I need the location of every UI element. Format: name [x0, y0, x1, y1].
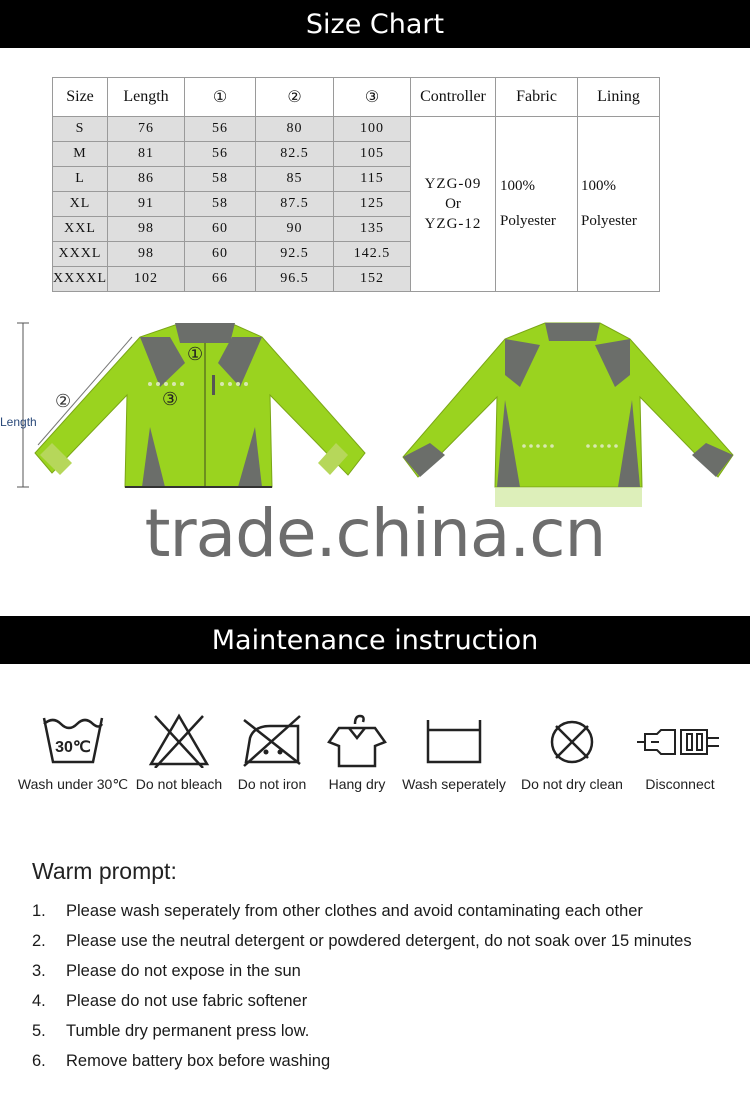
cell-length: 76 — [108, 117, 185, 142]
list-item-number: 1. — [32, 902, 46, 920]
hang-dry-icon — [325, 712, 389, 768]
care-label: Hang dry — [328, 776, 386, 792]
list-item — [32, 896, 692, 926]
controller-cell — [411, 117, 496, 292]
cell-m1: 66 — [185, 267, 256, 292]
warm-prompt-list — [32, 896, 692, 1076]
marker-2: ② — [55, 391, 72, 411]
cell-size: XXXL — [53, 242, 108, 267]
cell-length: 98 — [108, 217, 185, 242]
fabric-cell — [496, 117, 578, 292]
header-fabric: Fabric — [496, 78, 578, 117]
cell-m3: 125 — [334, 192, 411, 217]
list-item-number: 3. — [32, 962, 46, 980]
cell-m1: 58 — [185, 192, 256, 217]
fabric-line-2: Polyester — [500, 213, 556, 229]
list-item-text: Please do not use fabric softener — [66, 992, 308, 1010]
wash-30-icon — [41, 712, 105, 768]
list-item-number: 4. — [32, 992, 46, 1010]
list-item-text: Please use the neutral detergent or powdered detergent, do not soak over 15 minutes — [66, 932, 692, 950]
cell-m2: 96.5 — [256, 267, 334, 292]
list-item — [32, 1046, 692, 1076]
lining-line-1: 100% — [581, 178, 616, 194]
cell-length: 91 — [108, 192, 185, 217]
header-lining: Lining — [578, 78, 660, 117]
cell-size: XXXXL — [53, 267, 108, 292]
warm-prompt-title: Warm prompt: — [32, 858, 177, 884]
cell-length: 81 — [108, 142, 185, 167]
list-item-text: Please wash seperately from other clothes and avoid contaminating each other — [66, 902, 643, 920]
cell-m1: 60 — [185, 242, 256, 267]
marker-1: ① — [187, 344, 204, 364]
lining-cell — [578, 117, 660, 292]
cell-m2: 85 — [256, 167, 334, 192]
care-item-disconnect — [632, 712, 728, 792]
cell-size: L — [53, 167, 108, 192]
fabric-line-1: 100% — [500, 178, 535, 194]
watermark: trade.china.cn — [144, 495, 606, 572]
size-table-header — [53, 78, 660, 117]
size-table — [52, 77, 660, 292]
care-label: Do not iron — [237, 776, 307, 792]
list-item-text: Remove battery box before washing — [66, 1052, 331, 1070]
header-measure-3: ③ — [334, 78, 411, 117]
cell-length: 98 — [108, 242, 185, 267]
cell-m1: 56 — [185, 117, 256, 142]
cell-m2: 92.5 — [256, 242, 334, 267]
table-row — [53, 117, 660, 142]
lining-line-2: Polyester — [581, 213, 637, 229]
cell-m2: 80 — [256, 117, 334, 142]
cell-length: 86 — [108, 167, 185, 192]
care-item-no-dry-clean — [512, 712, 632, 792]
cell-m1: 58 — [185, 167, 256, 192]
cell-m3: 105 — [334, 142, 411, 167]
cell-m2: 82.5 — [256, 142, 334, 167]
no-iron-icon — [240, 712, 304, 768]
disconnect-icon — [635, 712, 725, 768]
care-item-no-bleach — [128, 712, 230, 792]
list-item-number: 6. — [32, 1052, 46, 1070]
header-measure-2: ② — [256, 78, 334, 117]
list-item — [32, 986, 692, 1016]
header-size: Size — [53, 78, 108, 117]
list-item — [32, 956, 692, 986]
list-item-text: Please do not expose in the sun — [66, 962, 301, 980]
list-item-text: Tumble dry permanent press low. — [66, 1022, 310, 1040]
cell-m3: 100 — [334, 117, 411, 142]
cell-m2: 90 — [256, 217, 334, 242]
cell-m3: 142.5 — [334, 242, 411, 267]
maintenance-banner — [0, 616, 750, 664]
marker-3: ③ — [162, 389, 179, 409]
cell-m3: 135 — [334, 217, 411, 242]
header-controller: Controller — [411, 78, 496, 117]
size-chart-banner — [0, 0, 750, 48]
care-item-no-iron — [226, 712, 318, 792]
care-label: Do not dry clean — [521, 776, 623, 792]
list-item — [32, 926, 692, 956]
care-icons-row — [0, 712, 750, 812]
wash-separately-icon — [422, 712, 486, 768]
cell-m3: 152 — [334, 267, 411, 292]
cell-length: 102 — [108, 267, 185, 292]
controller-line-1: YZG-09 — [424, 175, 482, 192]
care-label: Disconnect — [645, 776, 715, 792]
length-dimension — [17, 323, 29, 487]
cell-size: XXL — [53, 217, 108, 242]
list-item-number: 2. — [32, 932, 46, 950]
wash-30-icon-text: 30℃ — [55, 739, 91, 756]
care-label: Wash under 30℃ — [17, 776, 129, 792]
care-item-hang-dry — [314, 712, 400, 792]
back-jacket — [403, 323, 733, 507]
cell-m1: 60 — [185, 217, 256, 242]
list-item — [32, 1016, 692, 1046]
no-bleach-icon — [147, 712, 211, 768]
care-label: Do not bleach — [135, 776, 223, 792]
cell-m3: 115 — [334, 167, 411, 192]
header-length: Length — [108, 78, 185, 117]
cell-size: S — [53, 117, 108, 142]
cell-size: XL — [53, 192, 108, 217]
care-label: Wash seperately — [402, 776, 506, 792]
cell-size: M — [53, 142, 108, 167]
controller-line-2: Or — [445, 195, 461, 212]
header-measure-1: ① — [185, 78, 256, 117]
care-item-wash-separately — [396, 712, 512, 792]
cell-m2: 87.5 — [256, 192, 334, 217]
list-item-number: 5. — [32, 1022, 46, 1040]
cell-m1: 56 — [185, 142, 256, 167]
no-dry-clean-icon — [540, 712, 604, 768]
care-item-wash-30 — [12, 712, 134, 793]
maintenance-title: Maintenance instruction — [211, 624, 539, 656]
size-chart-title: Size Chart — [305, 8, 445, 40]
controller-line-3: YZG-12 — [424, 215, 482, 232]
length-label: Length — [0, 415, 37, 429]
